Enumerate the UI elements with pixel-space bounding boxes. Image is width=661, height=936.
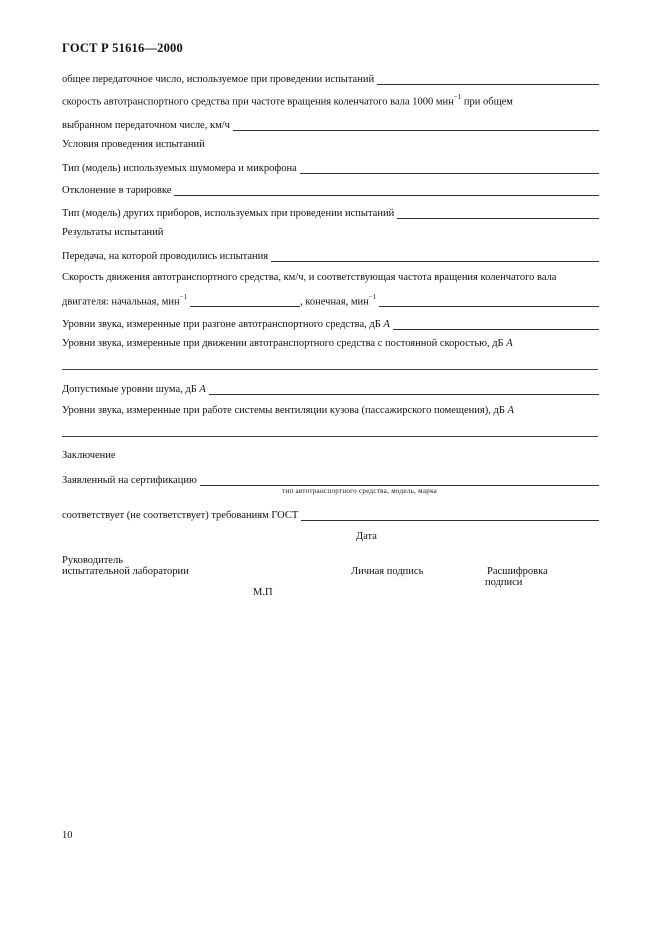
calibration-label: Отклонение в тарировке — [62, 185, 172, 196]
accel-level-label — [62, 319, 390, 330]
speed-label-sup: −1 — [453, 93, 462, 101]
permitted-field[interactable] — [209, 383, 599, 395]
const-level-unit: А — [506, 338, 513, 349]
conclusion-heading: Заключение — [62, 450, 116, 461]
declared-field[interactable] — [200, 474, 599, 486]
calibration-field[interactable] — [174, 184, 599, 196]
decode-label-line2: подписи — [485, 577, 523, 588]
conforms-field[interactable] — [301, 509, 599, 521]
accel-level-field[interactable] — [393, 318, 599, 330]
meter-type-label: Тип (модель) используемых шумомера и микрофона — [62, 163, 297, 174]
document-header: ГОСТ Р 51616—2000 — [62, 41, 183, 55]
velocity-start-label — [62, 294, 187, 308]
speed-label-end: при общем — [463, 96, 513, 108]
gear-field[interactable] — [271, 250, 599, 262]
calibration-row — [62, 180, 599, 196]
speed-label-line1 — [62, 94, 513, 108]
vent-level-field[interactable] — [62, 436, 598, 437]
const-level-text: Уровни звука, измеренные при движении автотранспортного средства с постоянной скоростью, дБ — [62, 338, 504, 349]
accel-level-unit: А — [383, 319, 390, 330]
declared-label: Заявленный на сертификацию — [62, 475, 197, 486]
other-devices-field[interactable] — [397, 207, 599, 219]
permitted-row — [62, 379, 599, 395]
permitted-label — [62, 384, 206, 395]
velocity-end-label — [300, 294, 376, 308]
stamp-place-label: М.П — [253, 587, 273, 598]
vent-level-unit: А — [507, 405, 514, 416]
accel-level-row — [62, 314, 599, 330]
velocity-end-sup: −1 — [368, 292, 377, 301]
gear-ratio-label: общее передаточное число, используемое при проведении испытаний — [62, 74, 375, 85]
other-devices-row — [62, 203, 599, 219]
declared-caption: тип автотранспортного средства, модель, марка — [282, 487, 438, 495]
accel-level-text: Уровни звука, измеренные при разгоне автотранспортного средства, дБ — [62, 319, 381, 330]
velocity-start-text: двигателя: начальная, мин — [62, 296, 180, 307]
speed-row — [62, 115, 599, 131]
results-heading: Результаты испытаний — [62, 227, 164, 238]
meter-type-field[interactable] — [300, 162, 599, 174]
vent-level-text: Уровни звука, измеренные при работе системы вентиляции кузова (пассажирского помещения), дБ — [62, 405, 505, 416]
gear-label: Передача, на которой проводились испытания — [62, 251, 269, 262]
velocity-start-sup: −1 — [179, 292, 188, 301]
decode-label-line1: Расшифровка — [487, 566, 548, 577]
permitted-unit: А — [199, 384, 206, 395]
const-level-label — [62, 338, 513, 349]
page-number: 10 — [62, 830, 73, 841]
velocity-row — [62, 291, 599, 307]
meter-type-row — [62, 158, 599, 174]
velocity-end-text: , конечная, мин — [300, 296, 369, 307]
const-level-field[interactable] — [62, 369, 598, 370]
gear-ratio-field[interactable] — [377, 73, 599, 85]
speed-label-line2: выбранном передаточном числе, км/ч — [62, 120, 230, 131]
date-label: Дата — [356, 531, 377, 542]
speed-field[interactable] — [233, 119, 599, 131]
conforms-label: соответствует (не соответствует) требованиям ГОСТ — [62, 510, 299, 521]
head-title-line1: Руководитель — [62, 555, 123, 566]
velocity-start-field[interactable] — [190, 295, 300, 307]
other-devices-label: Тип (модель) других приборов, используемых при проведении испытаний — [62, 208, 395, 219]
gear-ratio-row — [62, 69, 599, 85]
gear-row — [62, 246, 599, 262]
velocity-label-line1: Скорость движения автотранспортного средства, км/ч, и соответствующая частота вращения коленчатого вала — [62, 272, 557, 283]
conditions-heading: Условия проведения испытаний — [62, 139, 205, 150]
head-title-line2: испытательной лаборатории — [62, 566, 189, 577]
conforms-row — [62, 505, 599, 521]
personal-signature-label: Личная подпись — [351, 566, 424, 577]
declared-row — [62, 470, 599, 486]
velocity-end-field[interactable] — [379, 295, 599, 307]
speed-label-text: скорость автотранспортного средства при частоте вращения коленчатого вала 1000 мин — [62, 96, 454, 108]
vent-level-label — [62, 405, 514, 416]
permitted-text: Допустимые уровни шума, дБ — [62, 384, 197, 395]
